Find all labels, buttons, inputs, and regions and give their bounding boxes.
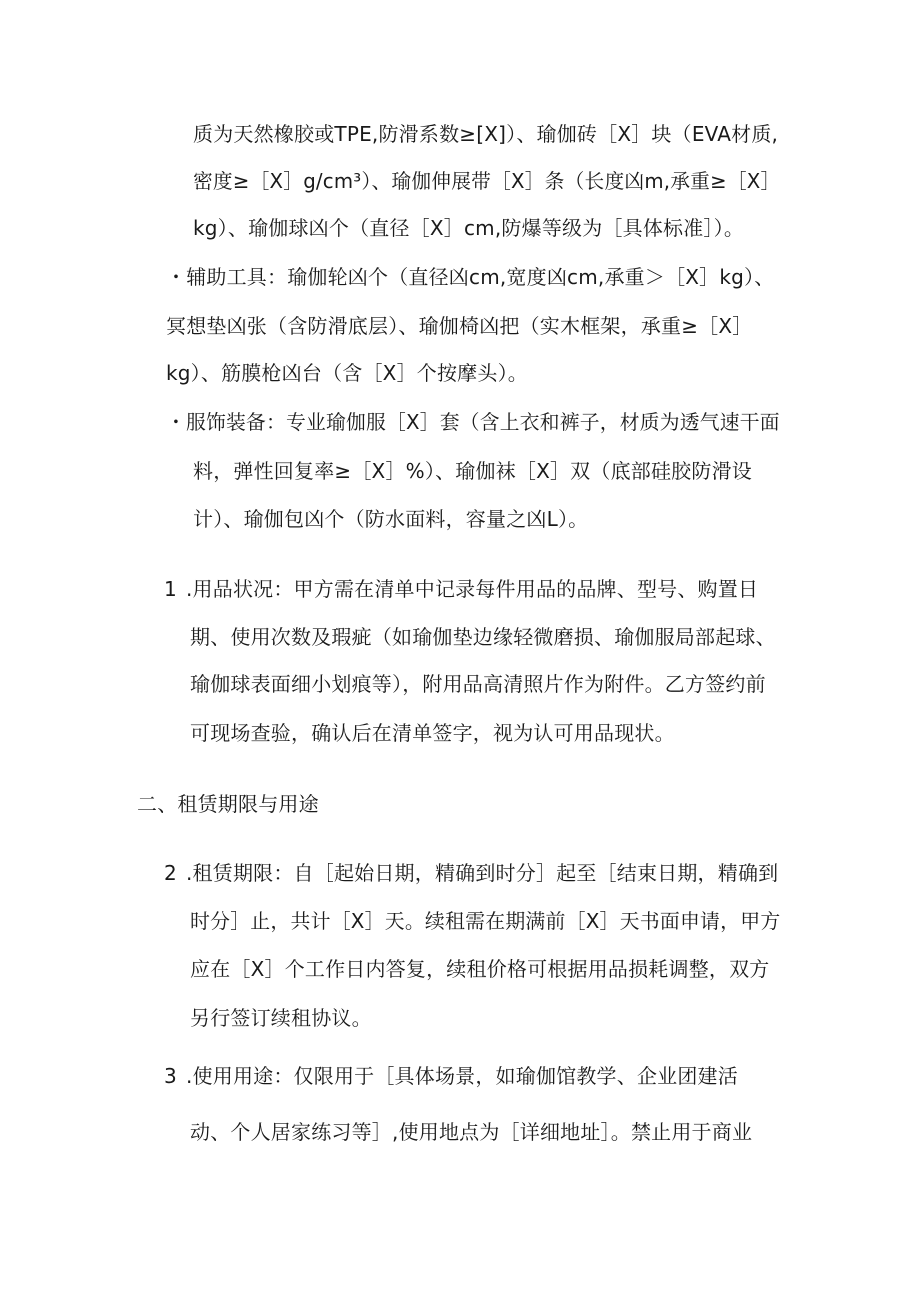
apparel-line-2: 料，弹性回复率≥［X］%）、瑜伽袜［X］双（底部硅胶防滑设 [193,459,752,483]
item-1-line-4: 可现场查验，确认后在清单签字，视为认可用品现状。 [190,721,675,745]
item-1-line-1: .用品状况：甲方需在清单中记录每件用品的品牌、型号、购置日 [186,577,759,601]
item-2-line-4: 另行签订续租协议。 [190,1006,372,1030]
item-3-line-1: .使用用途：仅限用于［具体场景，如瑜伽馆教学、企业团建活 [186,1064,738,1088]
aux-tools-line-3: kg）、筋膜枪凶台（含［X］个按摩头）。 [166,361,528,385]
item-1-line-2: 期、使用次数及瑕疵（如瑜伽垫边缘轻微磨损、瑜伽服局部起球、 [190,625,776,649]
item-2-number: 2 [164,861,177,885]
item-1-line-3: 瑜伽球表面细小划痕等），附用品高清照片作为附件。乙方签约前 [190,672,766,696]
aux-tools-line-1: ・辅助工具：瑜伽轮凶个（直径凶cm,宽度凶cm,承重＞［X］kg）、 [166,265,775,289]
item-2-line-1: .租赁期限：自［起始日期，精确到时分］起至［结束日期，精确到 [186,861,779,885]
equipment-line-3: kg）、瑜伽球凶个（直径［X］cm,防爆等级为［具体标准］）。 [193,216,745,240]
section-2-heading: 二、租赁期限与用途 [137,792,319,816]
equipment-line-1: 质为天然橡胶或TPE,防滑系数≥[X]）、瑜伽砖［X］块（EVA材质, [193,122,779,146]
item-1-number: 1 [164,577,177,601]
item-3-line-2: 动、个人居家练习等］,使用地点为［详细地址］。禁止用于商业 [190,1120,753,1144]
apparel-line-1: ・服饰装备：专业瑜伽服［X］套（含上衣和裤子，材质为透气速干面 [166,410,780,434]
aux-tools-line-2: 冥想垫凶张（含防滑底层）、瑜伽椅凶把（实木框架，承重≥［X］ [166,314,753,338]
item-3-number: 3 [164,1064,177,1088]
item-2-line-3: 应在［X］个工作日内答复，续租价格可根据用品损耗调整，双方 [190,957,770,981]
item-2-line-2: 时分］止，共计［X］天。续租需在期满前［X］天书面申请，甲方 [190,909,781,933]
apparel-line-3: 计）、瑜伽包凶个（防水面料，容量之凶L）。 [193,507,589,531]
equipment-line-2: 密度≥［X］g/cm³）、瑜伽伸展带［X］条（长度凶m,承重≥［X］ [193,169,781,193]
